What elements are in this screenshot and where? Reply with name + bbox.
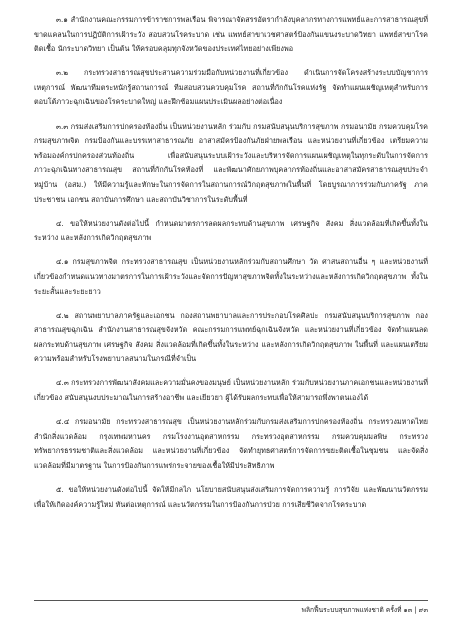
paragraph-4: ๔. ขอให้หน่วยงานดังต่อไปนี้ กำหนดมาตรการลดผลกระทบด้านสุขภาพ เศรษฐกิจ สังคม สิ่งแวดล้อมที่เกิดขึ้นทั้งในระหว่าง และหลังการเกิดวิกฤตสุขภาพ [34, 218, 428, 243]
document-body [34, 13, 428, 522]
page-footer: พลิกฟื้นระบบสุขภาพแห่งชาติ ครั้งที่ ๑๓ | ๙๓ [301, 606, 428, 614]
paragraph-5: ๕. ขอให้หน่วยงานดังต่อไปนี้ จัดให้มีกลไก นโยบายสนับสนุนส่งเสริมการจัดการความรู้ การวิจัย และพัฒนานวัตกรรม เพื่อให้เกิดองค์ความรู้ใหม่ ทันต่อเหตุการณ์ และนวัตกรรมในการป้องกันการป่วย การเสียชีวิตจากโรคระบาด [34, 485, 428, 509]
paragraph-4-3: ๔.๓ กระทรวงการพัฒนาสังคมและความมั่นคงของมนุษย์ เป็นหน่วยงานหลัก ร่วมกับหน่วยงานภาคเอกชนและหน่วยงานที่เกี่ยวข้อง สนับสนุนงบประมาณในการสร้างอาชีพ และเยียวยา ผู้ได้รับผลกระทบเพื่อให้สามารถพึ่งพาตนเองได้ [34, 378, 428, 403]
paragraph-3-1: ๓.๑ สำนักงานคณะกรรมการข้าราชการพลเรือน พิจารณาจัดสรรอัตรากำลังบุคลากรทางการแพทย์และการสาธารณสุขที่ขาดแคลนในการปฏิบัติการเฝ้าระวัง สอบสวนโรคระบาด เช่น แพทย์สาขาเวชศาสตร์ป้องกันแขนงระบาดวิทยา แพทย์สาขาโรคติดเชื้อ นักระบาดวิทยา เป็นต้น ให้ครอบคลุมทุกจังหวัดของประเทศไทยอย่างเพียงพอ [34, 15, 428, 54]
paragraph-3-2: ๓.๒ กระทรวงสาธารณสุขประสานความร่วมมือกับหน่วยงานที่เกี่ยวข้อง ดำเนินการจัดโครงสร้างระบบบัญชาการเหตุการณ์ พัฒนาทีมตระหนักรู้สถานการณ์ ทีมสอบสวนควบคุมโรค สถานที่กักกันโรคแห่งรัฐ จัดทำแผนเผชิญเหตุสำหรับการตอบโต้ภาวะฉุกเฉินของโรคระบาดใหญ่ และฝึกซ้อมแผนประเมินผลอย่างต่อเนื่อง [34, 68, 428, 107]
paragraph-4-4: ๔.๔ กรมอนามัย กระทรวงสาธารณสุข เป็นหน่วยงานหลักร่วมกับกรมส่งเสริมการปกครองท้องถิ่น กระทรวงมหาดไทย สำนักสิ่งแวดล้อม กรุงเทพมหานคร กรมโรงงานอุตสาหกรรม กระทรวงอุตสาหกรรม กรมควบคุมมลพิษ กระทรวงทรัพยากรธรรมชาติและสิ่งแวดล้อม และหน่วยงานที่เกี่ยวข้อง จัดทำยุทธศาสตร์การจัดการขยะติดเชื้อในชุมชน และจัดสิ่งแวดล้อมที่มีมาตรฐาน ในการป้องกันการแพร่กระจายของเชื้อให้มีประสิทธิภาพ [34, 417, 428, 470]
paragraph-4-2: ๔.๒ สถานพยาบาลภาครัฐและเอกชน กองสถานพยาบาลและการประกอบโรคศิลปะ กรมสนับสนุนบริการสุขภาพ กองสาธารณสุขฉุกเฉิน สำนักงานสาธารณสุขจังหวัด คณะกรรมการแพทย์ฉุกเฉินจังหวัด และหน่วยงานที่เกี่ยวข้อง จัดทำแผนลดผลกระทบด้านสุขภาพ เศรษฐกิจ สังคม สิ่งแวดล้อมที่เกิดขึ้นทั้งในระหว่าง และหลังการเกิดวิกฤตสุขภาพ ในพื้นที่ และแผนเตรียมความพร้อมสำหรับโรงพยาบาลสนามในกรณีที่จำเป็น [34, 310, 428, 364]
footer-divider [34, 600, 428, 601]
paragraph-3-3: ๓.๓ กรมส่งเสริมการปกครองท้องถิ่น เป็นหน่วยงานหลัก ร่วมกับ กรมสนับสนุนบริการสุขภาพ กรมอนามัย กรมควบคุมโรค กรมสุขภาพจิต กรมป้องกันและบรรเทาสาธารณภัย อาสาสมัครป้องกันภัยฝ่ายพลเรือน และหน่วยงานที่เกี่ยวข้อง เตรียมความพร้อมองค์กรปกครองส่วนท้องถิ่น เพื่อสนับสนุนระบบเฝ้าระวังและบริหารจัดการแผนเผชิญเหตุในทุกระดับในการจัดการภาวะฉุกเฉินทางสาธารณสุข สถานที่กักกันโรคท้องที่ และพัฒนาศักยภาพบุคลากรท้องถิ่นและอาสาสมัครสาธารณสุขประจำหมู่บ้าน (อสม.) ให้มีความรู้และทักษะในการจัดการในสถานการณ์วิกฤตสุขภาพในพื้นที่ โดยบูรณาการร่วมกับภาครัฐ ภาคประชาชน เอกชน สถาบันการศึกษา และสถาบันวิชาการในระดับพื้นที่ [34, 121, 428, 204]
paragraph-4-1: ๔.๑ กรมสุขภาพจิต กระทรวงสาธารณสุข เป็นหน่วยงานหลักร่วมกับสถานศึกษา วัด ศาสนสถานอื่น ๆ และหน่วยงานที่เกี่ยวข้องกำหนดแนวทางมาตรการในการเฝ้าระวังและจัดการปัญหาสุขภาพจิตทั้งในระหว่างและหลังการเกิดวิกฤตสุขภาพ ทั้งในระยะสั้นและระยะยาว [34, 257, 428, 296]
